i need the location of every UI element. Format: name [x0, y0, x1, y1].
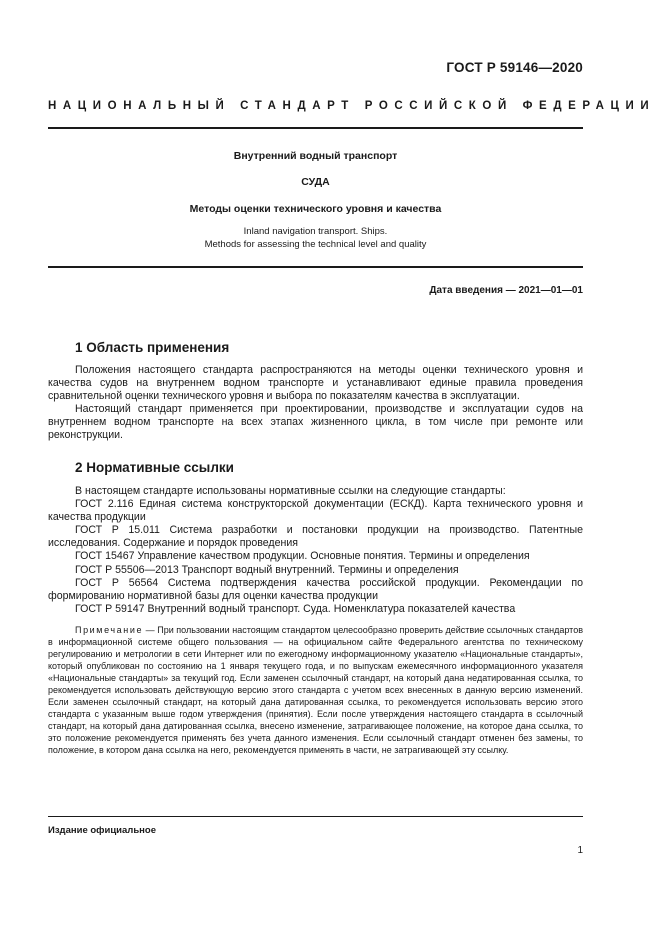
- document-code: ГОСТ Р 59146—2020: [446, 60, 583, 75]
- title-ships: СУДА: [301, 176, 330, 188]
- footer-rule: [48, 816, 583, 817]
- section-1-paragraph: Настоящий стандарт применяется при проектировании, производстве и эксплуатации судов на внутреннем водном транспорте на всех этапах жизненного цикла, в том числе при ремонте или реконструкции.: [48, 403, 583, 442]
- title-methods: Методы оценки технического уровня и качества: [189, 203, 442, 215]
- references-intro: В настоящем стандарте использованы нормативные ссылки на следующие стандарты:: [75, 485, 506, 497]
- note-block: [48, 624, 583, 756]
- reference-item: ГОСТ Р 56564 Система подтверждения качества российской продукции. Рекомендации по формированию нормативной базы для оценки качества продукции: [48, 576, 583, 602]
- title-line-1: [48, 146, 583, 164]
- title-line-3: [48, 199, 583, 217]
- reference-item: ГОСТ Р 55506—2013 Транспорт водный внутренний. Термины и определения: [75, 563, 459, 576]
- section-2-heading: 2 Нормативные ссылки: [75, 460, 234, 475]
- reference-item: ГОСТ Р 59147 Внутренний водный транспорт. Суда. Номенклатура показателей качества: [75, 602, 516, 615]
- reference-item: ГОСТ Р 15.011 Система разработки и постановки продукции на производство. Патентные исследования. Содержание и порядок проведения: [48, 524, 583, 550]
- national-standard-banner: НАЦИОНАЛЬНЫЙ СТАНДАРТ РОССИЙСКОЙ ФЕДЕРАЦИИ: [48, 100, 656, 112]
- top-rule: [48, 127, 583, 129]
- title-english: [48, 225, 583, 251]
- note-paragraph: [48, 624, 583, 756]
- effective-date: Дата введения — 2021—01—01: [429, 285, 583, 296]
- section-1-body: [48, 364, 583, 443]
- title-line-2: [48, 172, 583, 190]
- edition-label: Издание официальное: [48, 825, 156, 836]
- title-transport: Внутренний водный транспорт: [233, 150, 398, 162]
- note-label: Примечание: [75, 625, 144, 635]
- title-english-line-1: Inland navigation transport. Ships.: [243, 226, 388, 237]
- section-1-heading: 1 Область применения: [75, 340, 230, 355]
- title-english-line-2: Methods for assessing the technical level and quality: [204, 239, 427, 250]
- section-2-body: [48, 485, 583, 616]
- middle-rule: [48, 266, 583, 268]
- section-1-paragraph: Положения настоящего стандарта распространяются на методы оценки технического уровня и качества судов на внутреннем водном транспорте и устанавливают единые правила проведения сравнительной оценки технического уровня и выбора по показателям качества в эксплуатации.: [48, 364, 583, 403]
- page-number: 1: [577, 845, 583, 856]
- reference-item: ГОСТ 2.116 Единая система конструкторской документации (ЕСКД). Карта технического уровня и качества продукции: [48, 498, 583, 524]
- reference-item: ГОСТ 15467 Управление качеством продукции. Основные понятия. Термины и определения: [75, 550, 530, 563]
- note-text: — При пользовании настоящим стандартом целесообразно проверить действие ссылочных стандартов в информационной системе общего пользования — на официальном сайте Федерального агентства по техническому регулированию и метрологии в сети Интернет или по ежегодному информационному указателю «Национальные стандарты», который опубликован по состоянию на 1 января текущего года, и по выпускам ежемесячного информационного указателя «Национальные стандарты» за текущий год. Если заменен ссылочный стандарт, на который дана недатированная ссылка, то рекомендуется использовать действующую версию этого стандарта с учетом всех внесенных в данную версию изменений. Если заменен ссылочный стандарт, на который дана датированная ссылка, то рекомендуется использовать версию этого стандарта с указанным выше годом утверждения (принятия). Если после утверждения настоящего стандарта в ссылочный стандарт, на который дана датированная ссылка, внесено изменение, затрагивающее положение, на которое дана ссылка, то это положение рекомендуется применять без учета данного изменения. Если ссылочный стандарт отменен без замены, то положение, в котором дана ссылка на него, рекомендуется применять в части, не затрагивающей эту ссылку.: [48, 625, 583, 755]
